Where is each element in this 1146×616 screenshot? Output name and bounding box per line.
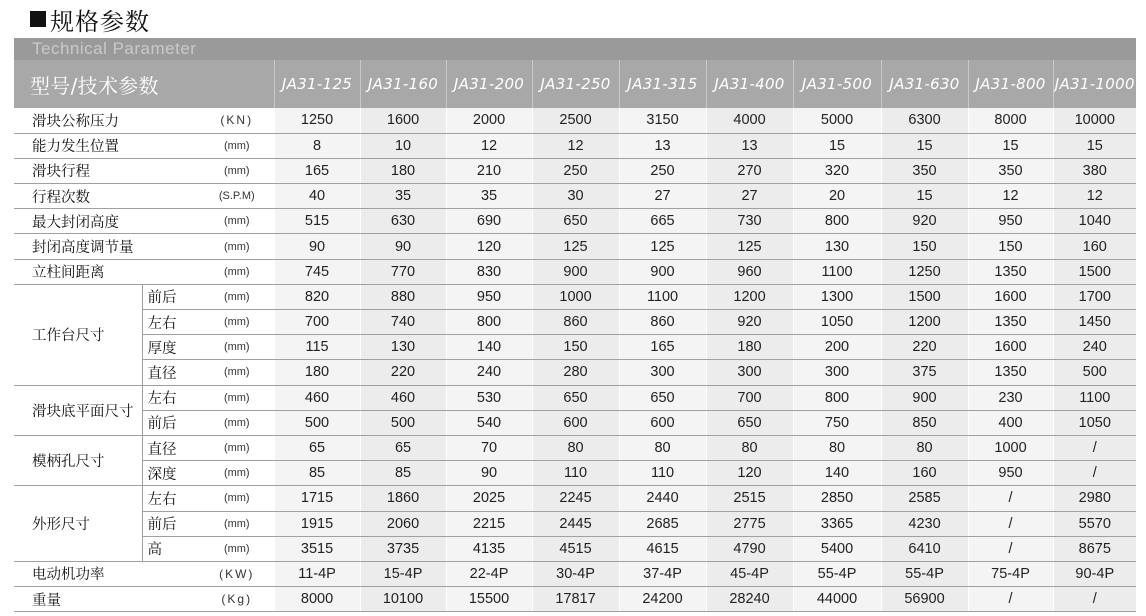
value-cell: 530 — [446, 385, 532, 410]
table-row — [14, 511, 1136, 536]
value-cell: 830 — [446, 259, 532, 284]
value-cell: 800 — [793, 209, 881, 234]
value-cell: 27 — [706, 184, 793, 209]
param-name: 封闭高度调节量 — [14, 234, 200, 259]
value-cell: 270 — [706, 158, 793, 183]
value-cell: 920 — [706, 310, 793, 335]
value-cell: 90-4P — [1053, 561, 1136, 586]
value-cell: 860 — [619, 310, 706, 335]
value-cell: 1050 — [793, 310, 881, 335]
value-cell: 800 — [793, 385, 881, 410]
value-cell: 10100 — [360, 587, 446, 612]
value-cell: 1860 — [360, 486, 446, 511]
value-cell: 850 — [881, 410, 968, 435]
value-cell: 8000 — [968, 108, 1053, 133]
value-cell: 1500 — [881, 284, 968, 309]
value-cell: 280 — [532, 360, 619, 385]
param-sub-name: 直径 — [142, 435, 200, 460]
value-cell: 500 — [1053, 360, 1136, 385]
value-cell: 1000 — [532, 284, 619, 309]
page-title: 规格参数 — [50, 7, 150, 36]
value-cell: 380 — [1053, 158, 1136, 183]
value-cell: 220 — [881, 335, 968, 360]
value-cell: 30-4P — [532, 561, 619, 586]
param-unit: (mm) — [200, 410, 274, 435]
value-cell: 110 — [532, 461, 619, 486]
table-row — [14, 234, 1136, 259]
value-cell: 45-4P — [706, 561, 793, 586]
param-name: 滑块公称压力 — [14, 108, 200, 133]
value-cell: 22-4P — [446, 561, 532, 586]
value-cell: 300 — [793, 360, 881, 385]
value-cell: 65 — [274, 435, 360, 460]
value-cell: 1250 — [274, 108, 360, 133]
value-cell: 1600 — [968, 335, 1053, 360]
value-cell: / — [1053, 587, 1136, 612]
value-cell: 15500 — [446, 587, 532, 612]
value-cell: 2215 — [446, 511, 532, 536]
param-unit: (mm) — [200, 486, 274, 511]
param-unit: (KW) — [200, 561, 274, 586]
value-cell: / — [968, 511, 1053, 536]
model-header-ja31-630: JA31-630 — [881, 60, 968, 108]
value-cell: 230 — [968, 385, 1053, 410]
value-cell: 650 — [532, 209, 619, 234]
value-cell: 600 — [532, 410, 619, 435]
value-cell: 1200 — [881, 310, 968, 335]
value-cell: / — [1053, 461, 1136, 486]
param-name: 能力发生位置 — [14, 133, 200, 158]
value-cell: 650 — [532, 385, 619, 410]
value-cell: 12 — [532, 133, 619, 158]
value-cell: 1250 — [881, 259, 968, 284]
value-cell: 6300 — [881, 108, 968, 133]
param-unit: (mm) — [200, 259, 274, 284]
value-cell: 350 — [881, 158, 968, 183]
value-cell: 11-4P — [274, 561, 360, 586]
page-heading — [30, 2, 150, 36]
model-header-ja31-315: JA31-315 — [619, 60, 706, 108]
value-cell: 2445 — [532, 511, 619, 536]
param-sub-name: 前后 — [142, 284, 200, 309]
table-row — [14, 310, 1136, 335]
table-row — [14, 108, 1136, 133]
value-cell: 770 — [360, 259, 446, 284]
value-cell: 3365 — [793, 511, 881, 536]
value-cell: 55-4P — [793, 561, 881, 586]
param-group-name: 工作台尺寸 — [14, 284, 142, 385]
value-cell: 150 — [968, 234, 1053, 259]
value-cell: 28240 — [706, 587, 793, 612]
param-unit: (mm) — [200, 435, 274, 460]
param-unit: (mm) — [200, 335, 274, 360]
value-cell: 15 — [881, 184, 968, 209]
value-cell: 1100 — [1053, 385, 1136, 410]
param-unit: (mm) — [200, 511, 274, 536]
value-cell: 70 — [446, 435, 532, 460]
value-cell: 85 — [360, 461, 446, 486]
value-cell: 1200 — [706, 284, 793, 309]
value-cell: 180 — [360, 158, 446, 183]
value-cell: 5400 — [793, 536, 881, 561]
value-cell: 1350 — [968, 310, 1053, 335]
value-cell: 12 — [968, 184, 1053, 209]
value-cell: 17817 — [532, 587, 619, 612]
value-cell: / — [968, 587, 1053, 612]
value-cell: 2585 — [881, 486, 968, 511]
value-cell: 40 — [274, 184, 360, 209]
value-cell: 165 — [619, 335, 706, 360]
model-header-ja31-1000: JA31-1000 — [1053, 60, 1136, 108]
value-cell: 460 — [360, 385, 446, 410]
value-cell: 460 — [274, 385, 360, 410]
value-cell: 1600 — [360, 108, 446, 133]
value-cell: 10 — [360, 133, 446, 158]
param-unit: (S.P.M) — [200, 184, 274, 209]
table-row — [14, 385, 1136, 410]
model-header-ja31-400: JA31-400 — [706, 60, 793, 108]
value-cell: 2980 — [1053, 486, 1136, 511]
value-cell: 740 — [360, 310, 446, 335]
param-name: 行程次数 — [14, 184, 200, 209]
value-cell: 15-4P — [360, 561, 446, 586]
value-cell: 6410 — [881, 536, 968, 561]
table-row — [14, 486, 1136, 511]
value-cell: 900 — [881, 385, 968, 410]
param-unit: (Kg) — [200, 587, 274, 612]
value-cell: 35 — [360, 184, 446, 209]
value-cell: 2000 — [446, 108, 532, 133]
value-cell: 8675 — [1053, 536, 1136, 561]
table-row — [14, 536, 1136, 561]
value-cell: 1915 — [274, 511, 360, 536]
value-cell: 1500 — [1053, 259, 1136, 284]
value-cell: 2025 — [446, 486, 532, 511]
value-cell: 880 — [360, 284, 446, 309]
value-cell: 2245 — [532, 486, 619, 511]
value-cell: 13 — [619, 133, 706, 158]
value-cell: 75-4P — [968, 561, 1053, 586]
param-group-name: 外形尺寸 — [14, 486, 142, 562]
value-cell: 4135 — [446, 536, 532, 561]
value-cell: 320 — [793, 158, 881, 183]
value-cell: 12 — [446, 133, 532, 158]
value-cell: 700 — [274, 310, 360, 335]
value-cell: 20 — [793, 184, 881, 209]
table-row — [14, 587, 1136, 612]
spec-table — [14, 60, 1136, 612]
value-cell: 3515 — [274, 536, 360, 561]
value-cell: 120 — [446, 234, 532, 259]
param-sub-name: 深度 — [142, 461, 200, 486]
param-name: 滑块行程 — [14, 158, 200, 183]
value-cell: 4000 — [706, 108, 793, 133]
table-row — [14, 259, 1136, 284]
value-cell: 1300 — [793, 284, 881, 309]
value-cell: 960 — [706, 259, 793, 284]
value-cell: 80 — [881, 435, 968, 460]
value-cell: 8000 — [274, 587, 360, 612]
value-cell: 90 — [360, 234, 446, 259]
value-cell: 125 — [706, 234, 793, 259]
value-cell: 140 — [793, 461, 881, 486]
table-row — [14, 209, 1136, 234]
value-cell: 115 — [274, 335, 360, 360]
value-cell: 44000 — [793, 587, 881, 612]
value-cell: 130 — [360, 335, 446, 360]
value-cell: 750 — [793, 410, 881, 435]
value-cell: 300 — [706, 360, 793, 385]
value-cell: 500 — [360, 410, 446, 435]
value-cell: 13 — [706, 133, 793, 158]
value-cell: 745 — [274, 259, 360, 284]
value-cell: 27 — [619, 184, 706, 209]
value-cell: 730 — [706, 209, 793, 234]
param-sub-name: 直径 — [142, 360, 200, 385]
value-cell: 56900 — [881, 587, 968, 612]
value-cell: 820 — [274, 284, 360, 309]
value-cell: 4515 — [532, 536, 619, 561]
param-sub-name: 厚度 — [142, 335, 200, 360]
table-row — [14, 561, 1136, 586]
param-unit: (mm) — [200, 310, 274, 335]
param-name: 最大封闭高度 — [14, 209, 200, 234]
param-sub-name: 左右 — [142, 310, 200, 335]
value-cell: 200 — [793, 335, 881, 360]
value-cell: 150 — [881, 234, 968, 259]
param-name: 电动机功率 — [14, 561, 200, 586]
value-cell: / — [968, 536, 1053, 561]
value-cell: 1100 — [793, 259, 881, 284]
english-subtitle: Technical Parameter — [32, 39, 197, 58]
model-header-ja31-250: JA31-250 — [532, 60, 619, 108]
value-cell: 650 — [706, 410, 793, 435]
value-cell: 3150 — [619, 108, 706, 133]
value-cell: 140 — [446, 335, 532, 360]
value-cell: 5000 — [793, 108, 881, 133]
value-cell: 665 — [619, 209, 706, 234]
param-unit: (mm) — [200, 133, 274, 158]
english-subtitle-band — [14, 38, 1136, 60]
table-header-row — [14, 60, 1136, 108]
param-unit: (KN) — [200, 108, 274, 133]
value-cell: 500 — [274, 410, 360, 435]
param-unit: (mm) — [200, 385, 274, 410]
value-cell: 125 — [619, 234, 706, 259]
value-cell: 375 — [881, 360, 968, 385]
table-row — [14, 133, 1136, 158]
value-cell: 1350 — [968, 259, 1053, 284]
value-cell: 700 — [706, 385, 793, 410]
value-cell: 15 — [793, 133, 881, 158]
value-cell: 860 — [532, 310, 619, 335]
param-unit: (mm) — [200, 234, 274, 259]
value-cell: 240 — [446, 360, 532, 385]
param-unit: (mm) — [200, 158, 274, 183]
param-unit: (mm) — [200, 536, 274, 561]
value-cell: 690 — [446, 209, 532, 234]
value-cell: 250 — [532, 158, 619, 183]
model-header-ja31-125: JA31-125 — [274, 60, 360, 108]
model-header-ja31-800: JA31-800 — [968, 60, 1053, 108]
param-sub-name: 前后 — [142, 410, 200, 435]
value-cell: 12 — [1053, 184, 1136, 209]
value-cell: 950 — [968, 209, 1053, 234]
value-cell: 400 — [968, 410, 1053, 435]
value-cell: 2850 — [793, 486, 881, 511]
value-cell: 15 — [881, 133, 968, 158]
model-header-ja31-500: JA31-500 — [793, 60, 881, 108]
heading-square-icon — [30, 11, 46, 27]
param-sub-name: 前后 — [142, 511, 200, 536]
table-row — [14, 410, 1136, 435]
value-cell: 15 — [1053, 133, 1136, 158]
value-cell: 30 — [532, 184, 619, 209]
value-cell: 80 — [619, 435, 706, 460]
value-cell: 80 — [793, 435, 881, 460]
value-cell: 90 — [446, 461, 532, 486]
value-cell: 80 — [706, 435, 793, 460]
value-cell: 120 — [706, 461, 793, 486]
param-unit: (mm) — [200, 284, 274, 309]
value-cell: 180 — [706, 335, 793, 360]
param-name: 重量 — [14, 587, 200, 612]
value-cell: 165 — [274, 158, 360, 183]
value-cell: 240 — [1053, 335, 1136, 360]
value-cell: 160 — [881, 461, 968, 486]
param-sub-name: 高 — [142, 536, 200, 561]
value-cell: 210 — [446, 158, 532, 183]
value-cell: 2515 — [706, 486, 793, 511]
value-cell: 250 — [619, 158, 706, 183]
value-cell: 1000 — [968, 435, 1053, 460]
value-cell: 540 — [446, 410, 532, 435]
value-cell: 2060 — [360, 511, 446, 536]
value-cell: / — [1053, 435, 1136, 460]
value-cell: 1100 — [619, 284, 706, 309]
value-cell: 130 — [793, 234, 881, 259]
value-cell: 65 — [360, 435, 446, 460]
value-cell: 5570 — [1053, 511, 1136, 536]
value-cell: 150 — [532, 335, 619, 360]
value-cell: 1450 — [1053, 310, 1136, 335]
table-body — [14, 108, 1136, 612]
value-cell: 950 — [446, 284, 532, 309]
value-cell: 55-4P — [881, 561, 968, 586]
value-cell: 3735 — [360, 536, 446, 561]
table-row — [14, 461, 1136, 486]
value-cell: 650 — [619, 385, 706, 410]
value-cell: 4615 — [619, 536, 706, 561]
value-cell: 1050 — [1053, 410, 1136, 435]
table-row — [14, 435, 1136, 460]
value-cell: 2500 — [532, 108, 619, 133]
param-unit: (mm) — [200, 360, 274, 385]
value-cell: 180 — [274, 360, 360, 385]
value-cell: 2685 — [619, 511, 706, 536]
value-cell: 110 — [619, 461, 706, 486]
value-cell: 1600 — [968, 284, 1053, 309]
value-cell: 630 — [360, 209, 446, 234]
value-cell: 4230 — [881, 511, 968, 536]
value-cell: 1715 — [274, 486, 360, 511]
value-cell: 15 — [968, 133, 1053, 158]
value-cell: 350 — [968, 158, 1053, 183]
value-cell: 950 — [968, 461, 1053, 486]
param-unit: (mm) — [200, 461, 274, 486]
param-group-name: 滑块底平面尺寸 — [14, 385, 142, 435]
value-cell: 800 — [446, 310, 532, 335]
value-cell: 90 — [274, 234, 360, 259]
value-cell: 600 — [619, 410, 706, 435]
value-cell: 900 — [619, 259, 706, 284]
value-cell: / — [968, 486, 1053, 511]
value-cell: 125 — [532, 234, 619, 259]
param-sub-name: 左右 — [142, 385, 200, 410]
table-row — [14, 184, 1136, 209]
value-cell: 2440 — [619, 486, 706, 511]
value-cell: 10000 — [1053, 108, 1136, 133]
value-cell: 24200 — [619, 587, 706, 612]
value-cell: 220 — [360, 360, 446, 385]
param-group-name: 模柄孔尺寸 — [14, 435, 142, 485]
table-row — [14, 284, 1136, 309]
value-cell: 900 — [532, 259, 619, 284]
table-row — [14, 158, 1136, 183]
value-cell: 85 — [274, 461, 360, 486]
value-cell: 4790 — [706, 536, 793, 561]
param-sub-name: 左右 — [142, 486, 200, 511]
header-label: 型号/技术参数 — [14, 60, 274, 108]
table-row — [14, 360, 1136, 385]
table-row — [14, 335, 1136, 360]
model-header-ja31-200: JA31-200 — [446, 60, 532, 108]
value-cell: 1040 — [1053, 209, 1136, 234]
value-cell: 920 — [881, 209, 968, 234]
value-cell: 35 — [446, 184, 532, 209]
value-cell: 515 — [274, 209, 360, 234]
value-cell: 1700 — [1053, 284, 1136, 309]
param-name: 立柱间距离 — [14, 259, 200, 284]
value-cell: 160 — [1053, 234, 1136, 259]
value-cell: 80 — [532, 435, 619, 460]
value-cell: 2775 — [706, 511, 793, 536]
value-cell: 300 — [619, 360, 706, 385]
value-cell: 8 — [274, 133, 360, 158]
param-unit: (mm) — [200, 209, 274, 234]
value-cell: 1350 — [968, 360, 1053, 385]
value-cell: 37-4P — [619, 561, 706, 586]
model-header-ja31-160: JA31-160 — [360, 60, 446, 108]
